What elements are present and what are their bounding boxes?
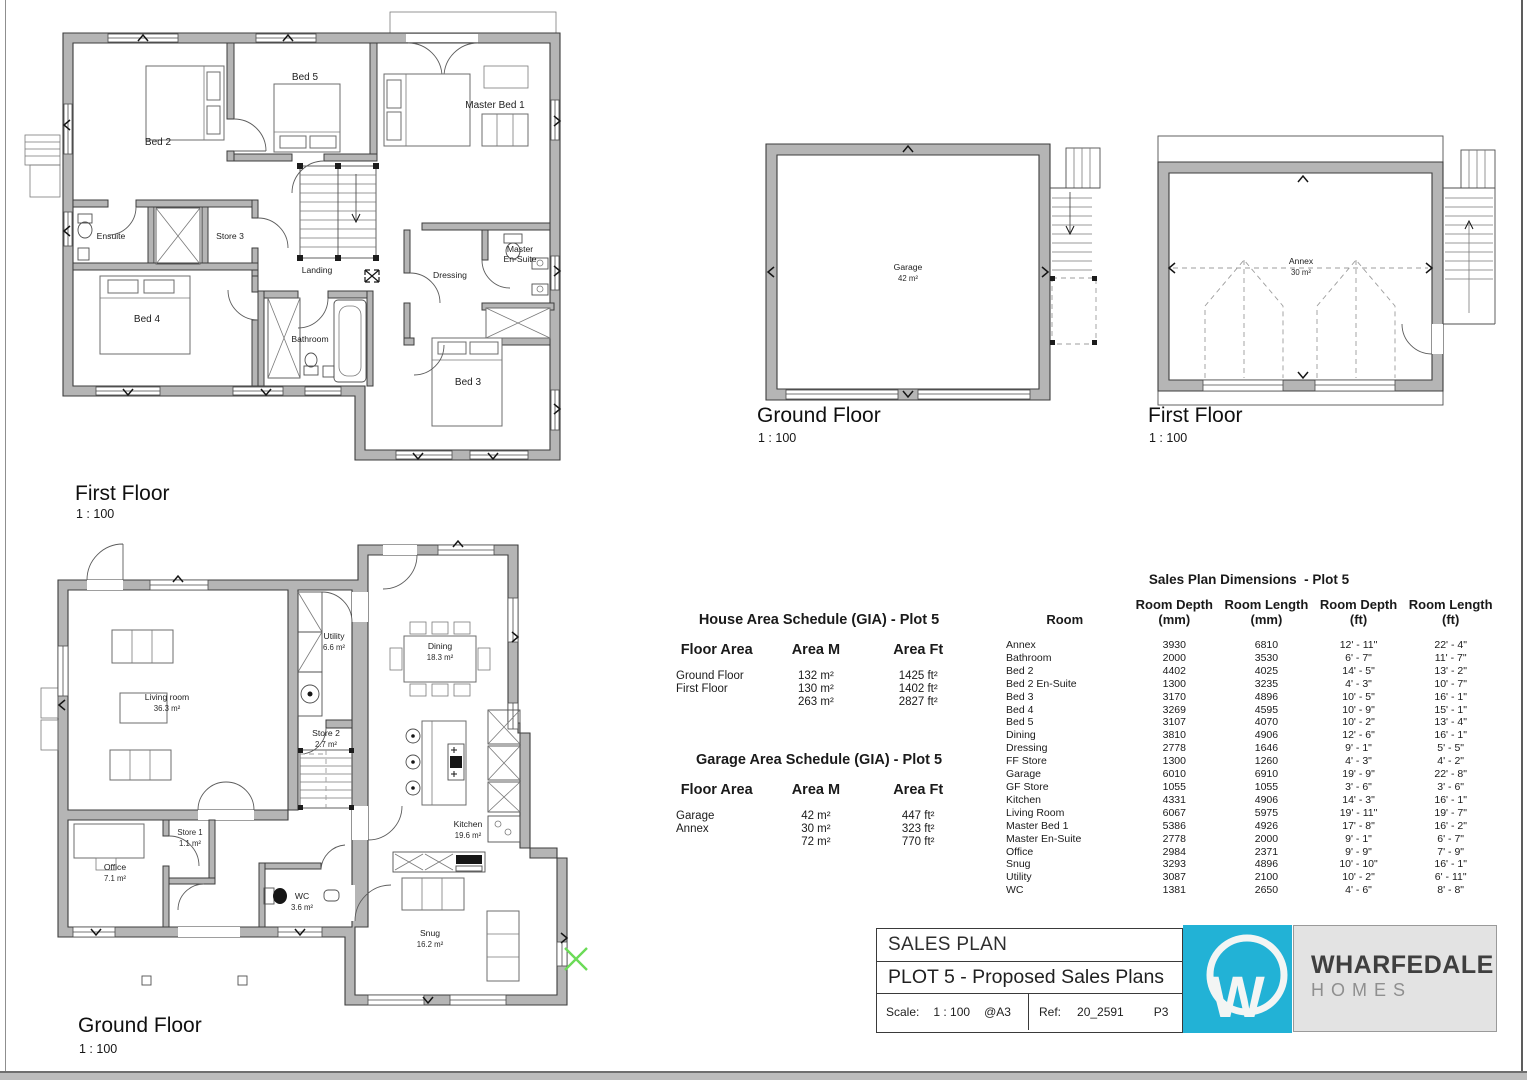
- stairs: [297, 163, 379, 261]
- interior-wall: [326, 720, 352, 728]
- room-label-dining: Dining: [427, 641, 453, 651]
- porch-column: [238, 976, 247, 985]
- title-block: [876, 928, 1183, 1033]
- window: [64, 212, 72, 246]
- kitchen-units: [488, 710, 520, 842]
- door-arc: [322, 592, 352, 622]
- room-area-store1: 1.1 m²: [178, 839, 202, 848]
- room-label-bathroom: Bathroom: [291, 334, 329, 344]
- marker-chevron: [1298, 372, 1308, 378]
- room-area-living: 36.3 m²: [153, 704, 181, 713]
- room-label-living: Living room: [144, 692, 190, 702]
- sheet-border-right: [1521, 0, 1523, 1071]
- table-row: Bed 4 3269 4595 10' - 9" 15' - 1": [1006, 703, 1467, 716]
- room-area-store2: 2.7 m²: [314, 740, 338, 749]
- utility-cupboards: [298, 592, 322, 716]
- chimney: [41, 688, 58, 750]
- door-opening: [406, 34, 478, 42]
- table-row: Living Room 6067 5975 19' - 11" 19' - 7": [1006, 806, 1467, 819]
- table-row: Snug 3293 4896 10' - 10" 16' - 1": [1006, 858, 1467, 871]
- room-label-garage: Garage: [893, 262, 923, 272]
- plan-scale-annex: 1 : 100: [1149, 431, 1188, 445]
- ref-value: 20_2591: [1077, 1005, 1124, 1019]
- room-label-dressing: Dressing: [433, 270, 467, 280]
- table-row: Office 2984 2371 9' - 9" 7' - 9": [1006, 845, 1465, 858]
- revision: P3: [1153, 1005, 1169, 1019]
- porch-opening: [178, 927, 240, 937]
- window: [438, 545, 494, 555]
- scale-cell: [877, 994, 1029, 1030]
- sofa: [112, 630, 173, 663]
- toilet-icon: [264, 888, 287, 904]
- table-row: Master Bed 1 5386 4926 17' - 8" 16' - 2": [1006, 819, 1467, 832]
- plan-title-annex: First Floor: [1148, 404, 1243, 427]
- logo-w-icon: [1183, 925, 1292, 1033]
- stair-direction-marker: [365, 270, 379, 282]
- double-door-arc: [198, 782, 254, 810]
- table-row: Dining 3810 4906 12' - 6" 16' - 1": [1006, 729, 1467, 742]
- room-label-bed5: Bed 5: [291, 72, 319, 83]
- wardrobe: [486, 308, 550, 338]
- kitchen-counter: [393, 852, 485, 872]
- table-row: Bed 3 3170 4896 10' - 5" 16' - 1": [1006, 690, 1467, 703]
- brand-name: WHARFEDALE: [1311, 951, 1494, 979]
- room-area-office: 7.1 m²: [103, 874, 127, 883]
- window: [508, 703, 518, 729]
- garage-door: [918, 390, 1030, 399]
- table-row: Master En-Suite 2778 2000 9' - 1" 6' - 7": [1006, 832, 1465, 845]
- table-row: First Floor 130 m² 1402 ft²: [676, 682, 938, 695]
- room-label-snug: Snug: [419, 928, 441, 938]
- table-row: Annex 3930 6810 12' - 11" 22' - 4": [1006, 639, 1467, 651]
- room-label-bed2: Bed 2: [144, 137, 172, 148]
- col-header-area-m: Area M: [791, 782, 841, 798]
- paper-size: @A3: [984, 1005, 1011, 1019]
- room-label-annex: Annex: [1288, 256, 1314, 266]
- dimensions-title: Sales Plan Dimensions - Plot 5: [1148, 572, 1350, 587]
- col-header-area-ft: Area Ft: [893, 642, 944, 658]
- door-arc: [383, 555, 417, 589]
- plan-scale-house-first: 1 : 100: [76, 507, 115, 521]
- door-opening: [345, 885, 355, 921]
- table-row: Ground Floor 132 m² 1425 ft²: [676, 670, 938, 682]
- sofa: [110, 750, 171, 780]
- room-label-kitchen: Kitchen: [453, 819, 483, 829]
- eaves-band: [1158, 136, 1443, 162]
- window: [96, 387, 160, 395]
- table-row: Bed 2 4402 4025 14' - 5" 13' - 2": [1006, 664, 1467, 677]
- window: [1203, 380, 1283, 391]
- porch-column: [142, 976, 151, 985]
- door-arc: [368, 806, 402, 840]
- col-header-depth-mm: Room Depth (mm): [1135, 597, 1213, 627]
- toilet-icon: [78, 214, 92, 260]
- door-arc: [234, 119, 266, 151]
- sofa: [482, 114, 528, 146]
- col-header-area-ft: Area Ft: [893, 782, 944, 798]
- door-opening: [87, 580, 123, 590]
- room-label-store2: Store 2: [312, 728, 340, 738]
- house-area-schedule: [664, 612, 974, 708]
- col-header-area-m: Area M: [791, 642, 841, 658]
- room-label-utility: Utility: [323, 631, 345, 641]
- sofa: [402, 878, 464, 910]
- external-stairs: [1050, 148, 1100, 345]
- chimney: [25, 135, 60, 197]
- table: [484, 66, 528, 88]
- sheet-border-left: [5, 0, 6, 1071]
- selection-cross-marker: [565, 948, 587, 970]
- exterior-walls: [766, 144, 1050, 400]
- dormer-outline: [1205, 260, 1395, 378]
- plan-scale-house-ground: 1 : 100: [79, 1042, 118, 1056]
- window: [58, 646, 68, 696]
- garage-area-schedule: [664, 752, 974, 848]
- external-stairs: [1443, 150, 1495, 324]
- sofa: [487, 911, 519, 981]
- table-row: Garage 6010 6910 19' - 9" 22' - 8": [1006, 768, 1467, 781]
- window: [557, 942, 567, 966]
- door-opening: [352, 592, 368, 622]
- drawing-title: PLOT 5 - Proposed Sales Plans: [877, 962, 1182, 994]
- table-row: GF Store 1055 1055 3' - 6" 3' - 6": [1006, 780, 1465, 793]
- room-label-master-bed: Master Bed 1: [465, 100, 525, 111]
- window: [150, 580, 208, 590]
- bed: [274, 84, 340, 152]
- canopy-outline: [390, 12, 556, 33]
- plan-title-garage: Ground Floor: [757, 404, 881, 427]
- room-area-annex: 30 m²: [1291, 268, 1311, 277]
- room-area-wc: 3.6 m²: [290, 903, 314, 912]
- window: [233, 387, 283, 395]
- double-door-arc: [408, 43, 478, 77]
- door-arc: [1402, 324, 1432, 354]
- brand-name-secondary: HOMES: [1311, 980, 1413, 1000]
- window: [396, 451, 452, 459]
- door-arc: [482, 260, 510, 288]
- bed: [384, 74, 470, 146]
- table-row: Annex 30 m² 323 ft²: [676, 822, 935, 835]
- room-label-bed4: Bed 4: [133, 314, 161, 325]
- table-row: Utility 3087 2100 10' - 2" 6' - 11": [1006, 871, 1467, 884]
- room-area-utility: 6.6 m²: [322, 643, 346, 652]
- col-header-length-mm: Room Length (mm): [1224, 597, 1309, 627]
- wharfedale-logo-text: [1293, 925, 1497, 1032]
- kitchen-island: [406, 721, 466, 805]
- ref-cell: [1029, 994, 1182, 1030]
- room-label-store3: Store 3: [216, 231, 244, 241]
- door-arc: [228, 290, 258, 320]
- sheet-border-bottom: [0, 1071, 1527, 1080]
- door-arc: [321, 845, 345, 869]
- room-label-bed3: Bed 3: [454, 377, 482, 388]
- window: [470, 451, 528, 459]
- table-row: Garage 42 m² 447 ft²: [676, 810, 935, 822]
- room-area-kitchen: 19.6 m²: [454, 831, 482, 840]
- room-label-landing: Landing: [301, 265, 333, 275]
- room-area-garage: 42 m²: [898, 274, 918, 283]
- door-opening: [198, 810, 254, 820]
- door-arc: [258, 218, 288, 248]
- table-row: 72 m² 770 ft²: [801, 835, 935, 848]
- plan-house-first-floor: [8, 8, 588, 473]
- garage-door: [786, 390, 898, 399]
- house-area-title: House Area Schedule (GIA) - Plot 5: [698, 612, 940, 628]
- plan-title-house-first: First Floor: [75, 482, 170, 505]
- window: [305, 387, 341, 395]
- door-opening: [352, 806, 368, 840]
- room-label-store1: Store 1: [177, 828, 203, 837]
- door-arc: [87, 544, 123, 580]
- table-row: Bed 2 En-Suite 1300 3235 4' - 3" 10' - 7": [1006, 677, 1467, 690]
- eaves-band: [1158, 391, 1443, 405]
- scale-value: 1 : 100: [933, 1005, 971, 1019]
- toilet-icon: [304, 353, 334, 377]
- room-area-dining: 18.3 m²: [426, 653, 454, 662]
- window: [1315, 380, 1395, 391]
- col-header-floor-area: Floor Area: [680, 642, 753, 658]
- scale-label: Scale:: [886, 1005, 920, 1019]
- table-row: Bed 5 3107 4070 10' - 2" 13' - 4": [1006, 716, 1467, 729]
- door-opening: [383, 545, 417, 555]
- plan-annex-first-floor: [1143, 128, 1503, 418]
- shower: [156, 208, 200, 264]
- room-label-master-ensuite: Master: [506, 244, 534, 254]
- plan-house-ground-floor: [38, 518, 613, 1018]
- window: [368, 995, 424, 1005]
- plan-garage-ground-floor: [748, 128, 1108, 418]
- door-arc: [178, 884, 204, 910]
- room-label-ensuite: Ensuite: [96, 231, 126, 241]
- col-header-length-ft: Room Length (ft): [1408, 597, 1493, 627]
- bed: [146, 66, 224, 140]
- sink: [324, 890, 339, 901]
- garage-area-title: Garage Area Schedule (GIA) - Plot 5: [695, 752, 943, 768]
- room-label-wc: WC: [294, 891, 310, 901]
- stairs: [298, 748, 354, 810]
- room-label-master-ensuite: En-Suite: [503, 254, 537, 264]
- table-row: FF Store 1300 1260 4' - 3" 4' - 2": [1006, 755, 1465, 768]
- logo-letter: W: [1210, 965, 1265, 1030]
- plan-title-house-ground: Ground Floor: [78, 1014, 202, 1037]
- table-row: Bathroom 2000 3530 6' - 7" 11' - 7": [1006, 651, 1467, 664]
- wharfedale-logo-mark: [1183, 925, 1292, 1033]
- room-label-office: Office: [103, 862, 127, 872]
- sales-plan-dimensions-table: [1000, 572, 1498, 897]
- plan-scale-garage: 1 : 100: [758, 431, 797, 445]
- col-header-depth-ft: Room Depth (ft): [1319, 597, 1398, 627]
- room-area-snug: 16.2 m²: [416, 940, 444, 949]
- col-header-room: Room: [1046, 612, 1084, 627]
- col-header-floor-area: Floor Area: [680, 782, 753, 798]
- bathtub: [334, 300, 366, 382]
- table-row: Dressing 2778 1646 9' - 1" 5' - 5": [1006, 742, 1465, 755]
- document-type: SALES PLAN: [877, 929, 1182, 962]
- ref-label: Ref:: [1039, 1005, 1062, 1019]
- table-row: WC 1381 2650 4' - 6" 8' - 8": [1006, 884, 1465, 897]
- table-row: Kitchen 4331 4906 14' - 3" 16' - 1": [1006, 793, 1467, 806]
- marker-chevron: [1298, 176, 1308, 182]
- table-row: 263 m² 2827 ft²: [797, 695, 938, 708]
- door-arc: [298, 298, 328, 328]
- window: [450, 995, 506, 1005]
- door-opening: [1432, 324, 1443, 354]
